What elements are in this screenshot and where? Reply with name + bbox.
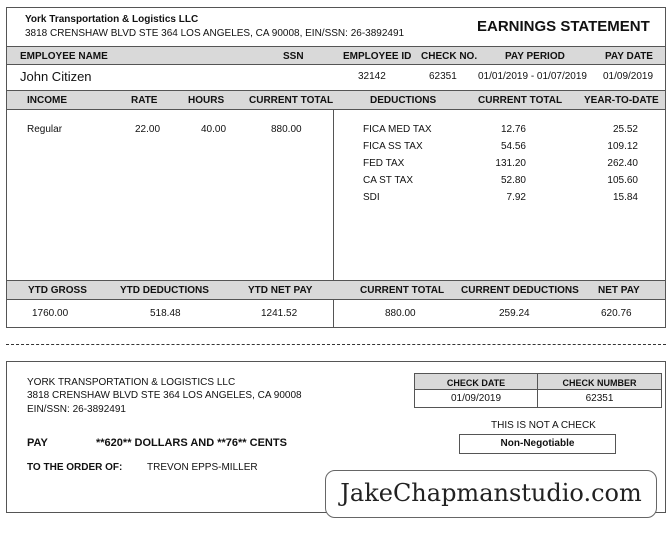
payee-name: TREVON EPPS-MILLER (147, 462, 258, 473)
income-deductions-header-row (7, 90, 665, 110)
check-number-header: CHECK NUMBER (562, 378, 637, 388)
employee-name-header: EMPLOYEE NAME (20, 51, 108, 62)
company-name: York Transportation & Logistics LLC (25, 14, 199, 25)
pay-period-header: PAY PERIOD (505, 51, 565, 62)
employee-id-header: EMPLOYEE ID (343, 51, 412, 62)
check-company-address: 3818 CRENSHAW BLVD STE 364 LOS ANGELES, CA 90008 (27, 390, 302, 401)
deduction-ytd: 262.40 (607, 158, 638, 169)
ytd-deductions-header: YTD DEDUCTIONS (120, 285, 209, 296)
deduction-current: 131.20 (495, 158, 526, 169)
ytd-net-pay-value: 1241.52 (261, 308, 298, 319)
deduction-ytd: 15.84 (612, 192, 638, 203)
check-date-value: 01/09/2019 (450, 393, 502, 404)
income-header: INCOME (27, 95, 67, 106)
deductions-current-total-header: CURRENT TOTAL (478, 95, 563, 106)
deduction-current: 52.80 (500, 175, 526, 186)
employee-id-value: 32142 (358, 71, 386, 82)
check-number-value: 62351 (585, 393, 614, 404)
deduction-ytd: 25.52 (612, 124, 638, 135)
pay-period-value: 01/01/2019 - 01/07/2019 (478, 71, 587, 82)
pay-date-value: 01/09/2019 (603, 71, 654, 82)
deductions-header: DEDUCTIONS (370, 95, 437, 106)
check-no-value: 62351 (429, 71, 457, 82)
statement-title: EARNINGS STATEMENT (477, 18, 650, 35)
hours-header: HOURS (188, 95, 225, 106)
watermark-text: JakeChapmanstudio.com (340, 479, 642, 507)
order-label: TO THE ORDER OF: (27, 462, 123, 473)
deduction-ytd: 105.60 (607, 175, 638, 186)
net-pay-value: 620.76 (601, 308, 632, 319)
year-to-date-header: YEAR-TO-DATE (584, 95, 659, 106)
ytd-net-pay-header: YTD NET PAY (248, 285, 313, 296)
deduction-current: 12.76 (500, 124, 526, 135)
income-total: 880.00 (271, 124, 302, 135)
deduction-label: SDI (363, 192, 380, 203)
net-pay-header: NET PAY (598, 285, 640, 296)
current-total-header: CURRENT TOTAL (360, 285, 445, 296)
pay-amount-words: **620** DOLLARS AND **76** CENTS (96, 437, 287, 449)
non-negotiable-label: Non-Negotiable (500, 438, 575, 449)
rate-header: RATE (131, 95, 158, 106)
deduction-label: CA ST TAX (363, 175, 414, 186)
income-hours: 40.00 (201, 124, 227, 135)
deduction-label: FICA MED TAX (363, 124, 432, 135)
deduction-current: 54.56 (500, 141, 526, 152)
employee-name-value: John Citizen (20, 69, 92, 84)
company-address: 3818 CRENSHAW BLVD STE 364 LOS ANGELES, CA 90008, EIN/SSN: 26-3892491 (25, 28, 405, 39)
ytd-deductions-value: 518.48 (150, 308, 181, 319)
check-company-ein: EIN/SSN: 26-3892491 (27, 404, 126, 415)
income-current-total-header: CURRENT TOTAL (249, 95, 334, 106)
current-deductions-header: CURRENT DEDUCTIONS (461, 285, 579, 296)
pay-label: PAY (27, 437, 48, 449)
perforation-line (6, 344, 666, 345)
pay-date-header: PAY DATE (605, 51, 653, 62)
current-total-value: 880.00 (385, 308, 416, 319)
check-company-name: YORK TRANSPORTATION & LOGISTICS LLC (27, 377, 236, 388)
deduction-current: 7.92 (506, 192, 526, 203)
current-deductions-value: 259.24 (499, 308, 530, 319)
ytd-gross-header: YTD GROSS (28, 285, 87, 296)
not-a-check-label: THIS IS NOT A CHECK (491, 420, 596, 431)
ytd-gross-value: 1760.00 (32, 308, 69, 319)
income-label: Regular (27, 124, 63, 135)
check-no-header: CHECK NO. (421, 51, 478, 62)
deduction-ytd: 109.12 (607, 141, 638, 152)
ssn-header: SSN (283, 51, 304, 62)
check-date-header: CHECK DATE (446, 378, 506, 388)
income-rate: 22.00 (135, 124, 161, 135)
deduction-label: FED TAX (363, 158, 405, 169)
deduction-label: FICA SS TAX (363, 141, 423, 152)
